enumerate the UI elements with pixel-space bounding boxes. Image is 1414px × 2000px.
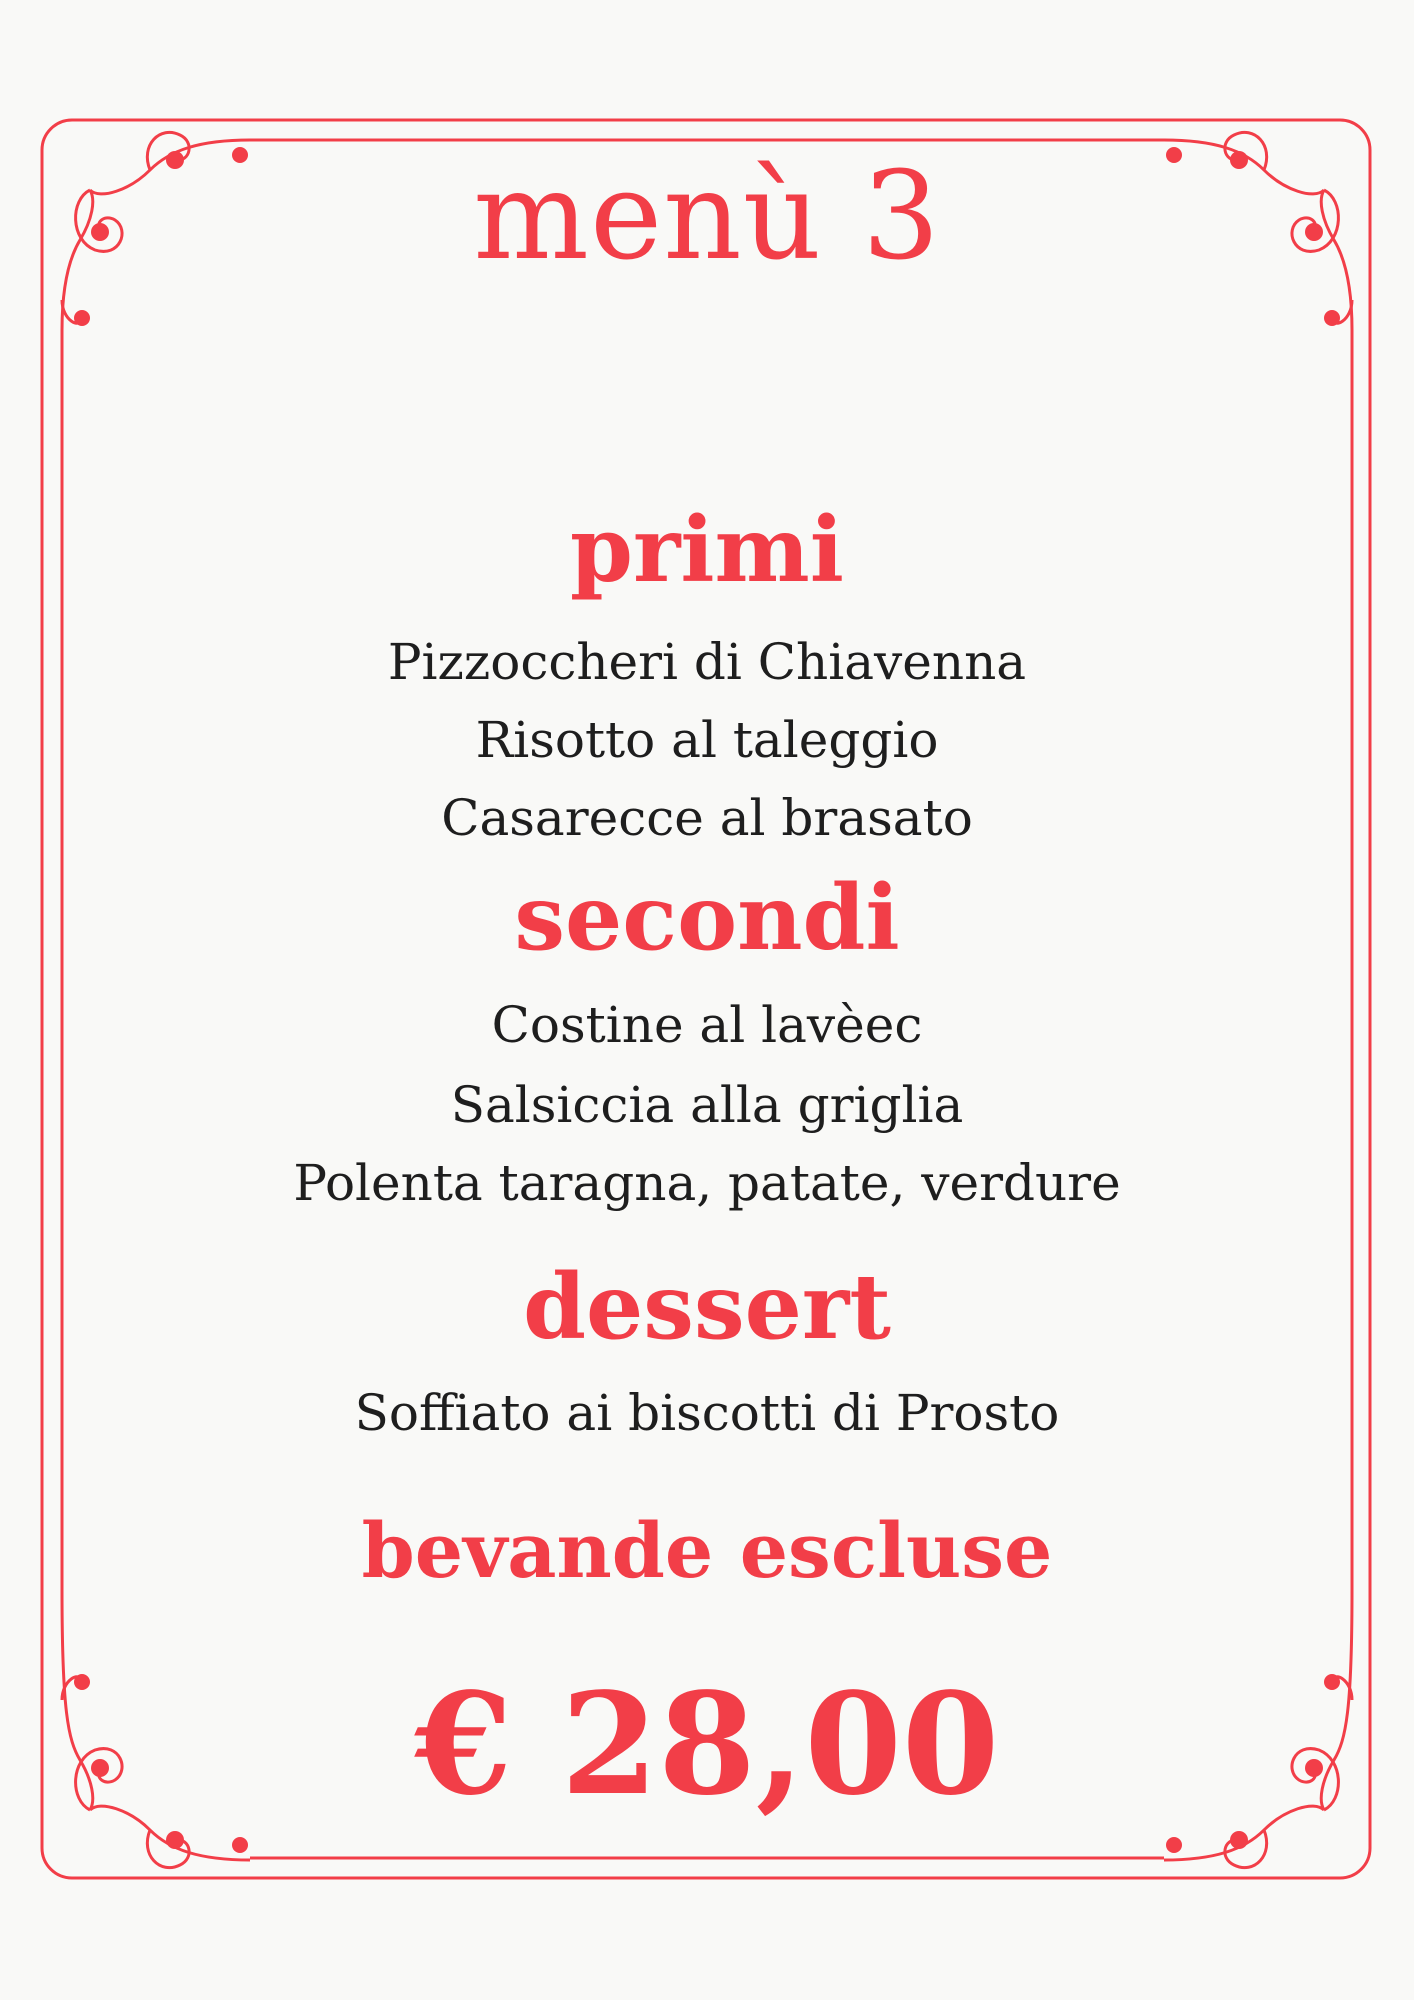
section-heading-dessert: dessert bbox=[523, 1254, 891, 1360]
menu-item: Soffiato ai biscotti di Prosto bbox=[354, 1384, 1060, 1442]
menu-price: € 28,00 bbox=[414, 1663, 1000, 1827]
section-heading-secondi: secondi bbox=[514, 865, 900, 971]
drinks-note: bevande escluse bbox=[361, 1506, 1053, 1595]
menu-item: Pizzoccheri di Chiavenna bbox=[387, 633, 1027, 691]
menu-title: menù 3 bbox=[473, 145, 941, 287]
menu-item: Risotto al taleggio bbox=[475, 711, 939, 769]
menu-item: Costine al lavèec bbox=[491, 996, 923, 1054]
section-heading-primi: primi bbox=[570, 497, 844, 603]
menu-item: Polenta taragna, patate, verdure bbox=[293, 1154, 1121, 1212]
menu-item: Salsiccia alla griglia bbox=[450, 1076, 964, 1134]
menu-item: Casarecce al brasato bbox=[441, 789, 973, 847]
